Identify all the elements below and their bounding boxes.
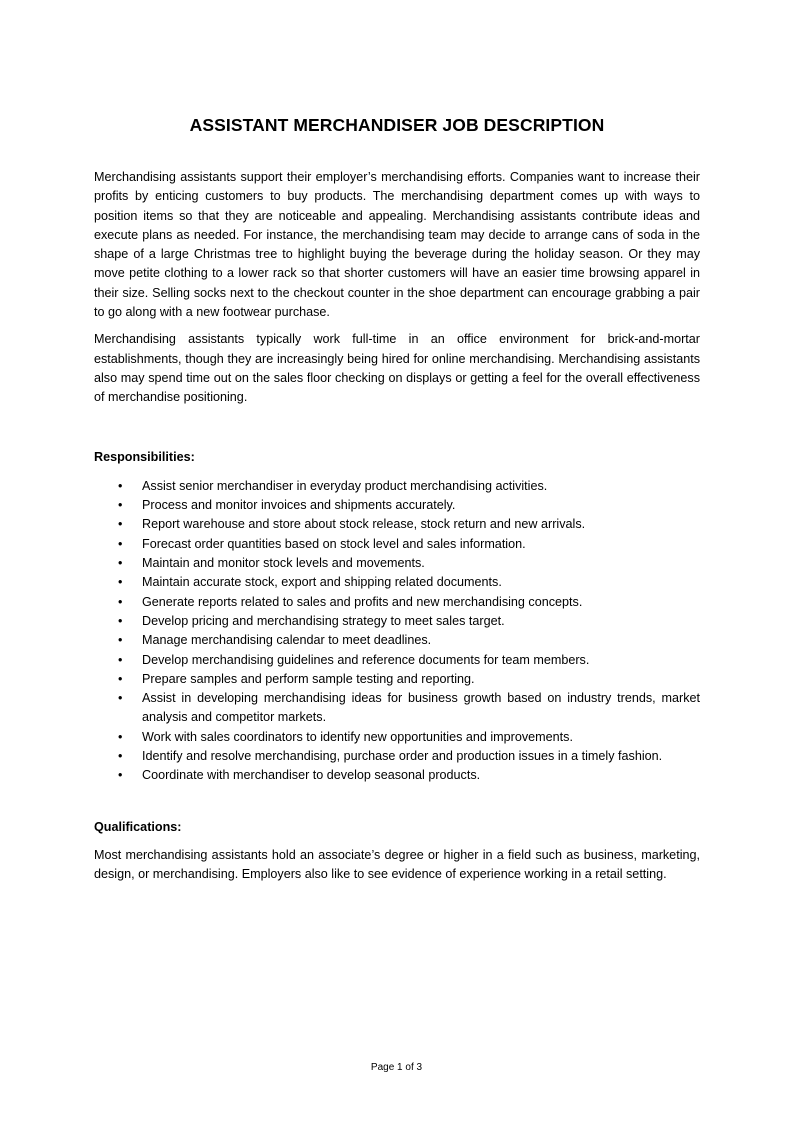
list-item-text: Coordinate with merchandiser to develop seasonal products. — [142, 768, 481, 783]
list-item — [118, 651, 700, 670]
list-item — [118, 496, 700, 515]
list-item — [118, 631, 700, 650]
bullet-icon: • — [118, 613, 123, 628]
list-item — [118, 554, 700, 573]
list-item-text: Generate reports related to sales and profits and new merchandising concepts. — [142, 594, 583, 609]
list-item — [118, 535, 700, 554]
list-item-text: Develop merchandising guidelines and reference documents for team members. — [142, 652, 590, 667]
responsibilities-list — [94, 477, 700, 786]
list-item-text: Assist in developing merchandising ideas for business growth based on industry trends, market analysis and competitor markets. — [142, 691, 700, 725]
bullet-icon: • — [118, 517, 123, 532]
bullet-icon: • — [118, 536, 123, 551]
bullet-icon: • — [118, 556, 123, 571]
bullet-icon: • — [118, 478, 123, 493]
list-item-text: Work with sales coordinators to identify new opportunities and improvements. — [142, 729, 573, 744]
list-item-text: Manage merchandising calendar to meet deadlines. — [142, 633, 432, 648]
list-item-text: Assist senior merchandiser in everyday product merchandising activities. — [142, 478, 548, 493]
list-item-text: Report warehouse and store about stock release, stock return and new arrivals. — [142, 517, 586, 532]
list-item — [118, 515, 700, 534]
responsibilities-heading: Responsibilities: — [94, 449, 195, 464]
list-item-text: Forecast order quantities based on stock level and sales information. — [142, 536, 526, 551]
list-item — [118, 477, 700, 496]
bullet-icon: • — [118, 498, 123, 513]
list-item-text: Process and monitor invoices and shipments accurately. — [142, 498, 456, 513]
list-item — [118, 612, 700, 631]
document-body — [94, 112, 700, 893]
qualifications-paragraph: Most merchandising assistants hold an associate’s degree or higher in a field such as business, marketing, design, or merchandising. Employers also like to see evidence of experience working in a retail setting. — [94, 847, 700, 882]
bullet-icon: • — [118, 749, 123, 764]
list-item — [118, 747, 700, 766]
qualifications-heading: Qualifications: — [94, 819, 182, 834]
intro-paragraph-1: Merchandising assistants support their employer’s merchandising efforts. Companies want to increase their profits by enticing customers to buy products. The merchandising department comes up with ways to position items so that they are noticeable and appealing. Merchandising assistants contribute ideas and execute plans as needed. For instance, the merchandising team may decide to arrange cans of soda in the shape of a large Christmas tree to highlight buying the beverage during the holiday season. Or they may move petite clothing to a lower rack so that shorter customers will have an easier time browsing apparel in their size. Selling socks next to the checkout counter in the shoe department can encourage grabbing a pair to go along with a new footwear purchase. — [94, 170, 700, 320]
bullet-icon: • — [118, 729, 123, 744]
bullet-icon: • — [118, 633, 123, 648]
list-item-text: Identify and resolve merchandising, purchase order and production issues in a timely fashion. — [142, 749, 663, 764]
list-item — [118, 593, 700, 612]
list-item — [118, 670, 700, 689]
list-item — [118, 573, 700, 592]
list-item-text: Maintain accurate stock, export and shipping related documents. — [142, 575, 502, 590]
bullet-icon: • — [118, 594, 123, 609]
list-item — [118, 766, 700, 785]
intro-paragraph-2: Merchandising assistants typically work full-time in an office environment for brick-and-mortar establishments, though they are increasingly being hired for online merchandising. Merchandising assistants also may spend time out on the sales floor checking on displays or getting a feel for the overall effectiveness of merchandise positioning. — [94, 332, 700, 405]
list-item — [118, 728, 700, 747]
page-title: ASSISTANT MERCHANDISER JOB DESCRIPTION — [189, 115, 605, 135]
list-item — [118, 689, 700, 728]
bullet-icon: • — [118, 768, 123, 783]
bullet-icon: • — [118, 652, 123, 667]
bullet-icon: • — [118, 671, 123, 686]
list-item-text: Maintain and monitor stock levels and movements. — [142, 556, 425, 571]
page-number: Page 1 of 3 — [370, 1062, 423, 1073]
list-item-text: Develop pricing and merchandising strategy to meet sales target. — [142, 613, 505, 628]
list-item-text: Prepare samples and perform sample testing and reporting. — [142, 671, 475, 686]
bullet-icon: • — [118, 691, 123, 706]
bullet-icon: • — [118, 575, 123, 590]
